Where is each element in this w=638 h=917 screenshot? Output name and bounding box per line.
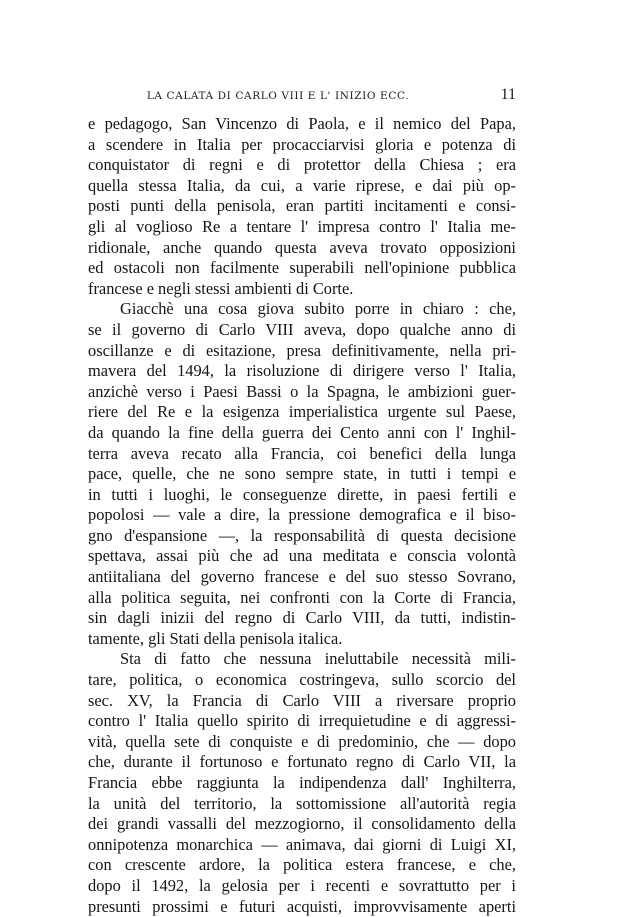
text-line: Francia ebbe raggiunta la indipendenza dall' Inghilterra,: [88, 773, 516, 792]
text-line: vità, quella sete di conquiste e di predominio, che — dopo: [88, 731, 516, 751]
text-line: presunti prossimi e futuri acquisti, improvvisamente aperti: [88, 896, 516, 916]
text-line: riere del Re e la esigenza imperialistica urgente sul Paese,: [88, 402, 516, 422]
text-line: sin dagli inizii del regno di Carlo VIII, da tutti, indistin-: [88, 608, 516, 628]
text-line: gno d'espansione —, la responsabilità di questa decisione: [88, 525, 516, 545]
text-line: tare, politica, o economica costringeva, sullo scorcio del: [88, 670, 516, 690]
paragraph-end-line: francese e negli stessi ambienti di Corte.: [88, 278, 354, 298]
paragraph-end-line: tamente, gli Stati della penisola italica.: [88, 628, 343, 648]
text-line: e pedagogo, San Vincenzo di Paola, e il nemico del Papa,: [88, 114, 516, 133]
text-line: se il governo di Carlo VIII aveva, dopo qualche anno di: [88, 319, 516, 339]
text-line: ridionale, anche quando questa aveva trovato opposizioni: [88, 237, 516, 257]
text-line: che, durante il fortunoso e fortunato regno di Carlo VII, la: [88, 752, 516, 772]
text-line: quella stessa Italia, da cui, a varie riprese, e dai più op-: [88, 175, 516, 195]
text-line: anzichè verso i Paesi Bassi o la Spagna, le ambizioni guer-: [88, 381, 516, 401]
text-line: dopo il 1492, la gelosia per i recenti e sovrattutto per i: [88, 875, 516, 895]
text-line: sec. XV, la Francia di Carlo VIII a riversare proprio: [88, 690, 516, 710]
text-line: gli al voglioso Re a tentare l' impresa contro l' Italia me-: [88, 216, 516, 236]
page-number: 11: [500, 86, 516, 103]
paragraph-start-line: Sta di fatto che nessuna ineluttabile necessità mili-: [120, 649, 516, 669]
text-line: posti punti della penisola, eran partiti incitamenti e consi-: [88, 196, 516, 216]
text-line: popolosi — vale a dire, la pressione demografica e il biso-: [88, 505, 516, 525]
text-line: antiitaliana del governo francese e del suo stesso Sovrano,: [88, 567, 516, 587]
text-line: dei grandi vassalli del mezzogiorno, il consolidamento della: [88, 814, 516, 834]
running-head: [88, 84, 516, 106]
text-line: con crescente ardore, la politica estera francese, e che,: [88, 855, 516, 875]
paragraph-start-line: Giacchè una cosa giova subito porre in chiaro : che,: [120, 299, 516, 319]
text-line: ed ostacoli non facilmente superabili nell'opinione pubblica: [88, 258, 516, 278]
text-line: conquistator di regni e di protettor della Chiesa ; era: [88, 155, 516, 175]
text-line: mavera del 1494, la risoluzione di dirigere verso l' Italia,: [88, 361, 516, 381]
text-line: a scendere in Italia per procacciarvisi gloria e potenza di: [88, 134, 516, 154]
text-line: contro l' Italia quello spirito di irrequietudine e di aggressi-: [88, 711, 516, 731]
text-line: alla politica seguita, nei confronti con la Corte di Francia,: [88, 587, 516, 607]
text-line: pace, quelle, che ne sono sempre state, in tutti i tempi e: [88, 464, 516, 484]
text-line: oscillanze e di esitazione, presa definitivamente, nella pri-: [88, 340, 516, 360]
text-line: da quando la fine della guerra dei Cento anni con l' Inghil-: [88, 422, 516, 442]
text-line: terra aveva recato alla Francia, coi benefici della lunga: [88, 443, 516, 463]
text-line: la unità del territorio, la sottomissione all'autorità regia: [88, 793, 516, 813]
running-title: LA CALATA DI CARLO VIII E L' INIZIO ECC.: [146, 90, 410, 102]
text-line: spettava, assai più che ad una meditata e conscia volontà: [88, 546, 516, 566]
body-text: [88, 114, 516, 917]
text-line: in tutti i luoghi, le conseguenze dirette, in paesi fertili e: [88, 484, 516, 504]
text-line: onnipotenza monarchica — animava, dai giorni di Luigi XI,: [88, 834, 516, 854]
